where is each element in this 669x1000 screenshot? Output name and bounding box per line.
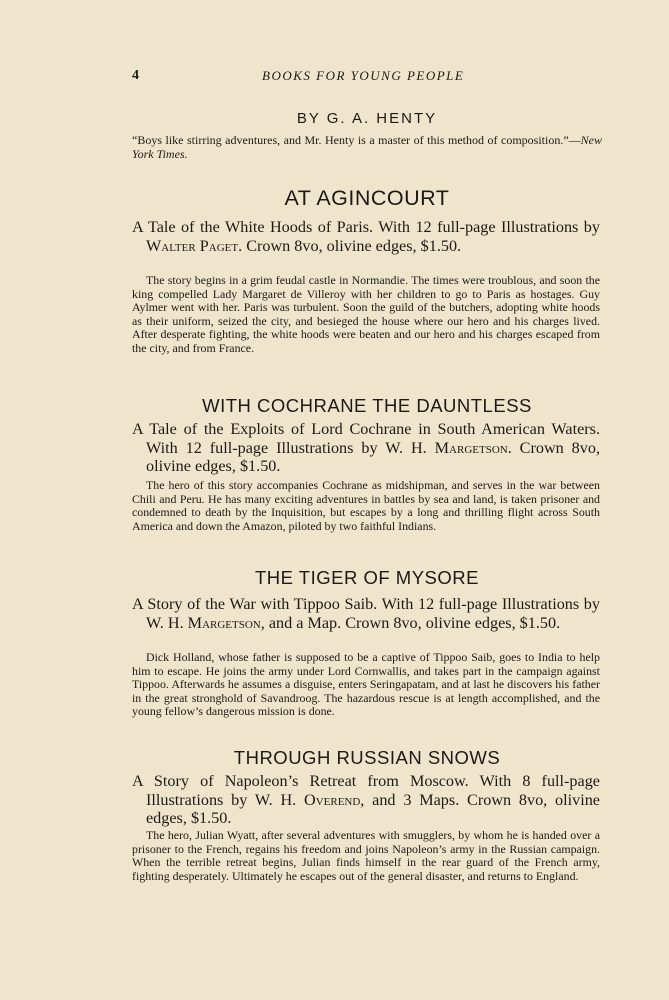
- book-description: [132, 218, 600, 255]
- quote-source: New York Times.: [132, 133, 602, 161]
- illustrator-name: Walter Paget.: [146, 236, 243, 255]
- illustrator-name: Margetson,: [187, 613, 265, 632]
- book-blurb: The hero of this story accompanies Cochrane as midshipman, and serves in the war between Chili and Peru. He has many exciting adventures in battles by sea and land, is taken prisoner and condemned to death by the Inquisition, but escapes by a long and thrilling flight across South America and down the Amazon, piloted by two faithful Indians.: [132, 478, 600, 533]
- book-title-with-cochrane: WITH COCHRANE THE DAUNTLESS: [202, 395, 532, 416]
- book-title-at-agincourt: AT AGINCOURT: [284, 186, 450, 210]
- book-description: [132, 772, 600, 828]
- running-title: BOOKS FOR YOUNG PEOPLE: [262, 68, 465, 83]
- description-text-end: and a Map. Crown 8vo, olivine edges, $1.50.: [264, 613, 561, 632]
- page-number: 4: [132, 68, 139, 83]
- book-blurb: Dick Holland, whose father is supposed to be a captive of Tippoo Saib, goes to India to help him to escape. He joins the army under Lord Cornwallis, and takes part in the campaign against Tippoo. Afterwards he assumes a disguise, enters Seringapatam, and at last he discovers his father in the great stronghold of Savandroog. The hazardous rescue is at length accomplished, and the young fellow’s dangerous mission is done.: [132, 650, 600, 719]
- illustrator-name: Margetson.: [434, 438, 512, 457]
- description-text-end: and 3 Maps. Crown 8vo, olivine edges, $1.50.: [146, 790, 600, 828]
- description-text: A Story of Napoleon’s Retreat from Moscow. With 8 full-page Illustrations by W. H.: [132, 772, 600, 809]
- description-text: A Tale of the White Hoods of Paris. With 12 full-page Illustrations by: [132, 218, 600, 236]
- book-title-tiger-of-mysore: THE TIGER OF MYSORE: [255, 567, 479, 588]
- description-text: A Story of the War with Tippoo Saib. With 12 full-page Illustrations by W. H.: [132, 595, 600, 632]
- review-quote: [132, 133, 602, 161]
- author-heading: BY G. A. HENTY: [296, 110, 438, 127]
- running-head: [132, 68, 602, 88]
- illustrator-name: Overend,: [304, 790, 365, 809]
- book-blurb: The hero, Julian Wyatt, after several adventures with smugglers, by whom he is handed over a prisoner to the French, regains his freedom and joins Napoleon’s army in the Russian campaign. When the terrible retreat begins, Julian finds himself in the rear guard of the French army, fighting desperately. Ultimately he escapes out of the general disaster, and returns to England.: [132, 828, 600, 883]
- book-title-through-russian-snows: THROUGH RUSSIAN SNOWS: [233, 747, 501, 768]
- description-text: A Tale of the Exploits of Lord Cochrane in South American Waters. With 12 full-page Illustrations by W. H.: [132, 420, 600, 457]
- description-text-end: Crown 8vo, olivine edges, $1.50.: [242, 236, 462, 255]
- book-description: [132, 595, 600, 632]
- book-description: [132, 420, 600, 476]
- description-text-end: Crown 8vo, olivine edges, $1.50.: [146, 438, 600, 476]
- quote-text: “Boys like stirring adventures, and Mr. Henty is a master of this method of composition.”—: [132, 133, 581, 147]
- book-blurb: The story begins in a grim feudal castle in Normandie. The times were troublous, and soon the king compelled Lady Margaret de Villeroy with her children to go to Paris as hostages. Guy Aylmer went with her. Paris was turbulent. Soon the guild of the butchers, adopting white hoods as their uniform, seized the city, and besieged the house where our hero and his charges lived. After desperate fighting, the white hoods were beaten and our hero and his charges escaped from the city, and from France.: [132, 273, 600, 355]
